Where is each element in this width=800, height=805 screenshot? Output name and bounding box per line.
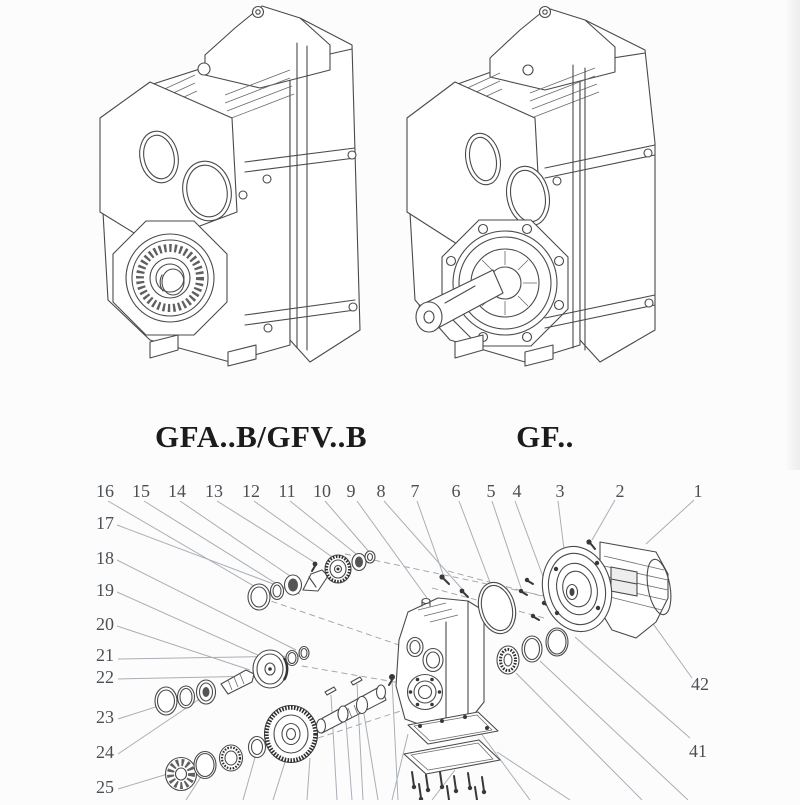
page-edge-shadow — [784, 0, 800, 470]
callout-11: 11 — [278, 481, 296, 501]
exploded-view — [0, 470, 800, 800]
callout-10: 10 — [313, 481, 331, 501]
callout-21: 21 — [96, 645, 114, 665]
callout-23: 23 — [96, 707, 114, 727]
callout-5: 5 — [486, 481, 496, 501]
gear-housing — [396, 598, 484, 729]
figure-gfab-gfvb — [95, 3, 395, 395]
callout-9: 9 — [346, 481, 356, 501]
callout-20: 20 — [96, 614, 114, 634]
callout-25: 25 — [96, 777, 114, 797]
callout-12: 12 — [242, 481, 260, 501]
callout-15: 15 — [132, 481, 150, 501]
callout-18: 18 — [96, 548, 114, 568]
caption-gfab-gfvb: GFA..B/GFV..B — [154, 419, 368, 454]
callout-13: 13 — [205, 481, 223, 501]
figure-gf — [405, 3, 715, 395]
gearbox-drawing-gfab-gfvb-icon — [95, 3, 395, 395]
callout-6: 6 — [451, 481, 461, 501]
callout-16: 16 — [96, 481, 114, 501]
callout-22: 22 — [96, 667, 114, 687]
callout-14: 14 — [168, 481, 186, 501]
callout-7: 7 — [410, 481, 420, 501]
gearbox-drawing-gf-icon — [405, 3, 715, 395]
callout-41: 41 — [689, 741, 707, 761]
callout-42: 42 — [691, 674, 709, 694]
callout-3: 3 — [555, 481, 565, 501]
callout-4: 4 — [512, 481, 522, 501]
callout-8: 8 — [376, 481, 386, 501]
callout-2: 2 — [615, 481, 625, 501]
callout-19: 19 — [96, 580, 114, 600]
bottom-cover-assembly — [404, 712, 500, 800]
cover-bolts — [412, 772, 486, 800]
caption-gf: GF.. — [516, 419, 574, 454]
callout-1: 1 — [693, 481, 703, 501]
callout-24: 24 — [96, 742, 114, 762]
exploded-diagram-icon — [0, 470, 800, 800]
motor — [534, 539, 675, 639]
callout-17: 17 — [96, 513, 114, 533]
